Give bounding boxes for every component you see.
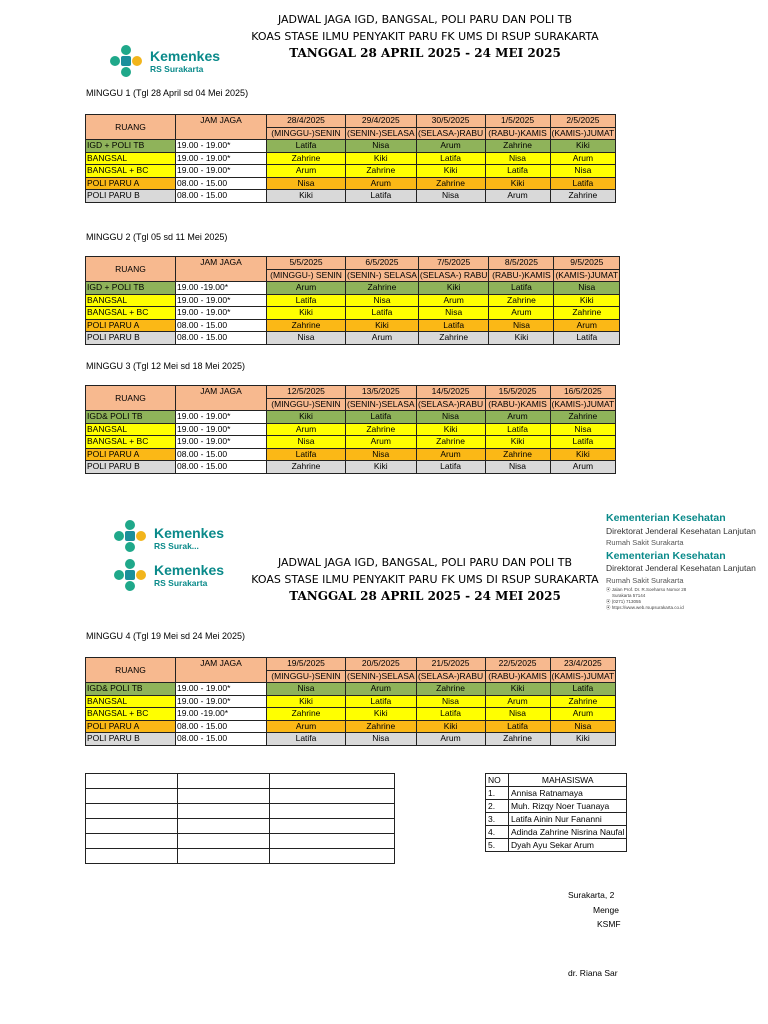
shift-cell: Kiki [346, 319, 419, 332]
table-row [86, 695, 616, 708]
kemenkes-logo-icon [110, 517, 150, 555]
logo-name: Kemenkes [150, 47, 221, 64]
week-label: MINGGU 2 (Tgl 05 sd 11 Mei 2025) [86, 232, 228, 242]
student-name: Latifa Ainin Nur Fananni [509, 813, 627, 826]
shift-cell: Latifa [550, 177, 616, 190]
shift-cell: Latifa [554, 332, 620, 345]
shift-cell: Arum [554, 319, 620, 332]
ministry-sub-a: Direktorat Jenderal Kesehatan Lanjutan [606, 526, 756, 536]
shift-cell: Nisa [485, 461, 550, 474]
row-jam: 19.00 -19.00* [176, 282, 267, 295]
header-ruang: RUANG [86, 115, 176, 140]
header-day: (MINGGU-)SENIN [267, 670, 346, 683]
shift-cell: Arum [267, 423, 346, 436]
header-day: (RABU-)KAMIS [485, 670, 550, 683]
shift-cell: Latifa [550, 436, 616, 449]
row-jam: 08.00 - 15.00 [176, 332, 267, 345]
row-ruang: POLI PARU A [86, 720, 176, 733]
student-row [486, 800, 627, 813]
row-jam: 19.00 - 19.00* [176, 411, 267, 424]
shift-cell: Latifa [418, 319, 489, 332]
shift-cell: Zahrine [550, 190, 616, 203]
shift-cell: Latifa [489, 282, 554, 295]
shift-cell: Latifa [550, 683, 616, 696]
student-no-header: NO [486, 774, 509, 787]
row-ruang: BANGSAL + BC [86, 307, 176, 320]
address-line-2: Surakarta 57144 [612, 593, 646, 598]
shift-cell: Kiki [267, 695, 346, 708]
row-jam: 08.00 - 15.00 [176, 190, 267, 203]
header-date: 20/5/2025 [346, 658, 417, 671]
row-ruang: IGD& POLI TB [86, 411, 176, 424]
header-day: (KAMIS-)JUMAT [555, 269, 619, 280]
shift-cell: Zahrine [346, 282, 419, 295]
header-day: (RABU-)KAMIS [485, 398, 550, 411]
logo-sub: RS Surak... [154, 541, 199, 551]
shift-cell: Zahrine [485, 733, 550, 746]
signature-name: dr. Riana Sar [568, 968, 618, 978]
header-date: 6/5/2025 [346, 257, 419, 270]
header-date: 15/5/2025 [485, 386, 550, 399]
header-day: (KAMIS-)JUMAT [551, 670, 615, 681]
table-row [86, 152, 616, 165]
shift-cell: Zahrine [489, 294, 554, 307]
shift-cell: Kiki [554, 294, 620, 307]
header-date: 12/5/2025 [267, 386, 346, 399]
row-ruang: POLI PARU B [86, 190, 176, 203]
header-day: (SELASA-)RABU [417, 670, 484, 681]
shift-cell: Arum [485, 190, 550, 203]
blank-table [85, 773, 395, 864]
shift-cell: Arum [346, 683, 417, 696]
student-name: Dyah Ayu Sekar Arum [509, 839, 627, 852]
shift-cell: Arum [485, 695, 550, 708]
shift-cell: Zahrine [267, 319, 346, 332]
table-row [86, 140, 616, 153]
header-day: (MINGGU-) SENIN [267, 269, 346, 282]
row-ruang: BANGSAL [86, 294, 176, 307]
shift-cell: Kiki [346, 152, 417, 165]
shift-cell: Nisa [550, 720, 616, 733]
shift-cell: Zahrine [550, 695, 616, 708]
shift-cell: Latifa [267, 448, 346, 461]
table-row [86, 282, 620, 295]
shift-cell: Kiki [550, 733, 616, 746]
shift-cell: Nisa [267, 683, 346, 696]
shift-cell: Latifa [485, 165, 550, 178]
student-name: Muh. Rizqy Noer Tuanaya [509, 800, 627, 813]
shift-cell: Kiki [485, 683, 550, 696]
header-jam: JAM JAGA [176, 257, 267, 282]
shift-cell: Arum [550, 152, 616, 165]
table-row [86, 436, 616, 449]
header-ruang: RUANG [86, 658, 176, 683]
table-row [86, 307, 620, 320]
shift-cell: Nisa [267, 177, 346, 190]
title-line-1: JADWAL JAGA IGD, BANGSAL, POLI PARU DAN POLI TB [277, 13, 573, 26]
shift-cell: Kiki [416, 720, 485, 733]
shift-cell: Latifa [346, 411, 417, 424]
shift-cell: Zahrine [267, 708, 346, 721]
table-row [86, 319, 620, 332]
shift-cell: Nisa [485, 708, 550, 721]
header-day: (RABU-)KAMIS [485, 127, 550, 140]
title-line-3: TANGGAL 28 APRIL 2025 - 24 MEI 2025 [289, 589, 561, 603]
logo-name: Kemenkes [154, 561, 225, 578]
shift-cell: Arum [346, 436, 417, 449]
row-ruang: POLI PARU A [86, 177, 176, 190]
shift-cell: Nisa [267, 332, 346, 345]
shift-cell: Nisa [267, 436, 346, 449]
web-icon: ⦿ [606, 605, 612, 610]
shift-cell: Latifa [346, 695, 417, 708]
header-date: 1/5/2025 [485, 115, 550, 128]
table-row [86, 683, 616, 696]
shift-cell: Kiki [416, 423, 485, 436]
header-day: (SENIN-)SELASA [347, 127, 415, 138]
header-day: (MINGGU-)SENIN [267, 127, 346, 140]
location-icon: ⦿ [606, 587, 612, 592]
shift-cell: Zahrine [346, 423, 417, 436]
page-title-2 [240, 554, 610, 605]
shift-cell: Arum [267, 282, 346, 295]
shift-cell: Kiki [485, 436, 550, 449]
header-date: 21/5/2025 [416, 658, 485, 671]
shift-cell: Zahrine [346, 165, 417, 178]
header-day: (SENIN-)SELASA [347, 398, 415, 409]
row-jam: 19.00 - 19.00* [176, 165, 267, 178]
kemenkes-logo [106, 42, 220, 80]
shift-cell: Arum [416, 140, 485, 153]
title-line-2: KOAS STASE ILMU PENYAKIT PARU FK UMS DI RSUP SURAKARTA [251, 30, 599, 43]
shift-cell: Kiki [550, 140, 616, 153]
logo-sub: RS Surakarta [154, 577, 208, 588]
signature-role-2: KSMF [597, 919, 621, 929]
shift-cell: Kiki [550, 448, 616, 461]
shift-cell: Arum [418, 294, 489, 307]
table-row [86, 720, 616, 733]
shift-cell: Arum [485, 411, 550, 424]
table-row [86, 461, 616, 474]
header-date: 8/5/2025 [489, 257, 554, 270]
kemenkes-logo-2 [110, 556, 224, 594]
ministry-title-a: Kementerian Kesehatan [606, 512, 726, 524]
table-row [86, 423, 616, 436]
shift-cell: Kiki [489, 332, 554, 345]
row-jam: 19.00 -19.00* [176, 708, 267, 721]
header-date: 28/4/2025 [267, 115, 346, 128]
row-ruang: BANGSAL + BC [86, 165, 176, 178]
ministry-rs-b: Rumah Sakit Surakarta [606, 576, 684, 585]
shift-cell: Zahrine [267, 461, 346, 474]
phone-icon: ⦿ [606, 599, 612, 604]
shift-cell: Nisa [416, 190, 485, 203]
shift-cell: Zahrine [485, 140, 550, 153]
shift-cell: Arum [267, 165, 346, 178]
header-day: (SENIN-)SELASA [347, 670, 415, 681]
header-jam: JAM JAGA [176, 658, 267, 683]
header-day: (SELASA-) RABU [419, 269, 488, 280]
row-ruang: POLI PARU B [86, 733, 176, 746]
row-jam: 08.00 - 15.00 [176, 177, 267, 190]
week-label: MINGGU 4 (Tgl 19 Mei sd 24 Mei 2025) [86, 631, 246, 641]
kemenkes-logo-cut [110, 517, 225, 551]
shift-cell: Kiki [416, 165, 485, 178]
row-jam: 19.00 - 19.00* [176, 695, 267, 708]
shift-cell: Zahrine [418, 332, 489, 345]
student-table [485, 773, 627, 852]
shift-cell: Zahrine [346, 720, 417, 733]
week-label: MINGGU 3 (Tgl 12 Mei sd 18 Mei 2025) [86, 361, 246, 371]
shift-cell: Nisa [485, 152, 550, 165]
row-ruang: IGD + POLI TB [86, 140, 176, 153]
row-ruang: BANGSAL [86, 423, 176, 436]
shift-cell: Kiki [346, 461, 417, 474]
shift-cell: Latifa [485, 423, 550, 436]
shift-cell: Arum [267, 720, 346, 733]
shift-cell: Latifa [416, 708, 485, 721]
shift-cell: Kiki [418, 282, 489, 295]
table-row [86, 411, 616, 424]
row-ruang: BANGSAL + BC [86, 708, 176, 721]
row-jam: 19.00 - 19.00* [176, 307, 267, 320]
header-ruang: RUANG [86, 386, 176, 411]
signature-role-1: Menge [593, 905, 619, 915]
table-row [86, 190, 616, 203]
shift-cell: Kiki [267, 307, 346, 320]
header-date: 30/5/2025 [416, 115, 485, 128]
header-date: 13/5/2025 [346, 386, 417, 399]
student-row [486, 787, 627, 800]
table-row [86, 733, 616, 746]
shift-cell: Arum [550, 708, 616, 721]
student-no: 4. [486, 826, 509, 839]
week-label: MINGGU 1 (Tgl 28 April sd 04 Mei 2025) [86, 88, 249, 98]
shift-cell: Latifa [416, 152, 485, 165]
shift-cell: Arum [550, 461, 616, 474]
ministry-title-b: Kementerian Kesehatan [606, 550, 726, 562]
student-name-header: MAHASISWA [509, 774, 627, 787]
shift-cell: Nisa [550, 423, 616, 436]
kemenkes-logo-icon [110, 556, 150, 594]
row-jam: 19.00 - 19.00* [176, 294, 267, 307]
header-date: 16/5/2025 [550, 386, 616, 399]
logo-sub: RS Surakarta [150, 63, 204, 74]
shift-cell: Arum [416, 448, 485, 461]
header-date: 23/4/2025 [550, 658, 616, 671]
student-no: 2. [486, 800, 509, 813]
shift-cell: Kiki [267, 411, 346, 424]
student-no: 5. [486, 839, 509, 852]
shift-cell: Arum [416, 733, 485, 746]
row-ruang: POLI PARU A [86, 319, 176, 332]
shift-cell: Arum [346, 332, 419, 345]
ministry-sub-b: Direktorat Jenderal Kesehatan Lanjutan [606, 563, 756, 573]
student-row [486, 813, 627, 826]
address-line-1: Jalan Prof. Dr. R.Soeharso Nomor 28 [611, 587, 687, 592]
ministry-rs-a: Rumah Sakit Surakarta [606, 538, 684, 547]
table-row [86, 294, 620, 307]
header-day: (SELASA-)RABU [417, 398, 484, 409]
table-row [86, 708, 616, 721]
student-name: Adinda Zahrine Nisrina Naufal [509, 826, 627, 839]
shift-cell: Latifa [485, 720, 550, 733]
title-line-1: JADWAL JAGA IGD, BANGSAL, POLI PARU DAN POLI TB [277, 556, 573, 569]
student-row [486, 839, 627, 852]
title-line-2: KOAS STASE ILMU PENYAKIT PARU FK UMS DI RSUP SURAKARTA [251, 573, 599, 586]
shift-cell: Zahrine [267, 152, 346, 165]
schedule-table [85, 657, 616, 746]
student-row [486, 826, 627, 839]
shift-cell: Latifa [267, 733, 346, 746]
shift-cell: Kiki [267, 190, 346, 203]
header-date: 14/5/2025 [416, 386, 485, 399]
shift-cell: Latifa [346, 190, 417, 203]
shift-cell: Zahrine [416, 683, 485, 696]
page-title [240, 11, 610, 62]
row-ruang: IGD + POLI TB [86, 282, 176, 295]
shift-cell: Arum [346, 177, 417, 190]
shift-cell: Zahrine [416, 177, 485, 190]
header-ruang: RUANG [86, 257, 176, 282]
row-jam: 19.00 - 19.00* [176, 436, 267, 449]
shift-cell: Nisa [346, 733, 417, 746]
schedule-table [85, 256, 620, 345]
row-jam: 19.00 - 19.00* [176, 152, 267, 165]
shift-cell: Latifa [346, 307, 419, 320]
row-jam: 08.00 - 15.00 [176, 720, 267, 733]
shift-cell: Arum [489, 307, 554, 320]
header-day: (SENIN-) SELASA [347, 269, 417, 280]
student-no: 1. [486, 787, 509, 800]
row-ruang: BANGSAL [86, 695, 176, 708]
header-day: (KAMIS-)JUMAT [551, 398, 615, 409]
header-day: (RABU-)KAMIS [489, 269, 554, 282]
shift-cell: Kiki [485, 177, 550, 190]
schedule-table [85, 114, 616, 203]
shift-cell: Zahrine [416, 436, 485, 449]
header-day: (SELASA-)RABU [417, 127, 484, 138]
row-jam: 19.00 - 19.00* [176, 140, 267, 153]
student-name: Annisa Ratnamaya [509, 787, 627, 800]
shift-cell: Nisa [554, 282, 620, 295]
table-row [86, 177, 616, 190]
logo-name: Kemenkes [154, 525, 225, 541]
header-date: 22/5/2025 [485, 658, 550, 671]
header-date: 7/5/2025 [418, 257, 489, 270]
shift-cell: Nisa [416, 411, 485, 424]
shift-cell: Nisa [550, 165, 616, 178]
header-day: (KAMIS-)JUMAT [551, 127, 615, 138]
shift-cell: Nisa [418, 307, 489, 320]
header-date: 2/5/2025 [550, 115, 616, 128]
row-jam: 08.00 - 15.00 [176, 461, 267, 474]
row-ruang: POLI PARU A [86, 448, 176, 461]
shift-cell: Latifa [416, 461, 485, 474]
table-row [86, 165, 616, 178]
title-line-3: TANGGAL 28 APRIL 2025 - 24 MEI 2025 [289, 46, 561, 60]
schedule-table [85, 385, 616, 474]
header-date: 9/5/2025 [554, 257, 620, 270]
row-jam: 19.00 - 19.00* [176, 683, 267, 696]
website[interactable]: https://www.web.rsupsurakarta.co.id [611, 605, 684, 610]
row-jam: 19.00 - 19.00* [176, 423, 267, 436]
header-jam: JAM JAGA [176, 115, 267, 140]
table-row [86, 332, 620, 345]
row-ruang: POLI PARU B [86, 461, 176, 474]
shift-cell: Nisa [346, 448, 417, 461]
row-ruang: POLI PARU B [86, 332, 176, 345]
shift-cell: Zahrine [550, 411, 616, 424]
phone-number: (0271) 713055 [611, 599, 642, 604]
shift-cell: Zahrine [485, 448, 550, 461]
table-row [86, 448, 616, 461]
header-date: 29/4/2025 [346, 115, 417, 128]
signature-place: Surakarta, 2 [568, 890, 615, 900]
row-ruang: IGD& POLI TB [86, 683, 176, 696]
shift-cell: Nisa [416, 695, 485, 708]
kemenkes-logo-icon [106, 42, 146, 80]
shift-cell: Nisa [346, 294, 419, 307]
row-jam: 08.00 - 15.00 [176, 448, 267, 461]
shift-cell: Nisa [489, 319, 554, 332]
shift-cell: Latifa [267, 140, 346, 153]
header-day: (MINGGU-)SENIN [267, 398, 346, 411]
student-no: 3. [486, 813, 509, 826]
row-jam: 08.00 - 15.00 [176, 319, 267, 332]
shift-cell: Latifa [267, 294, 346, 307]
row-jam: 08.00 - 15.00 [176, 733, 267, 746]
row-ruang: BANGSAL + BC [86, 436, 176, 449]
row-ruang: BANGSAL [86, 152, 176, 165]
shift-cell: Zahrine [554, 307, 620, 320]
header-jam: JAM JAGA [176, 386, 267, 411]
ministry-contact [606, 587, 686, 611]
header-date: 5/5/2025 [267, 257, 346, 270]
header-date: 19/5/2025 [267, 658, 346, 671]
shift-cell: Kiki [346, 708, 417, 721]
shift-cell: Nisa [346, 140, 417, 153]
